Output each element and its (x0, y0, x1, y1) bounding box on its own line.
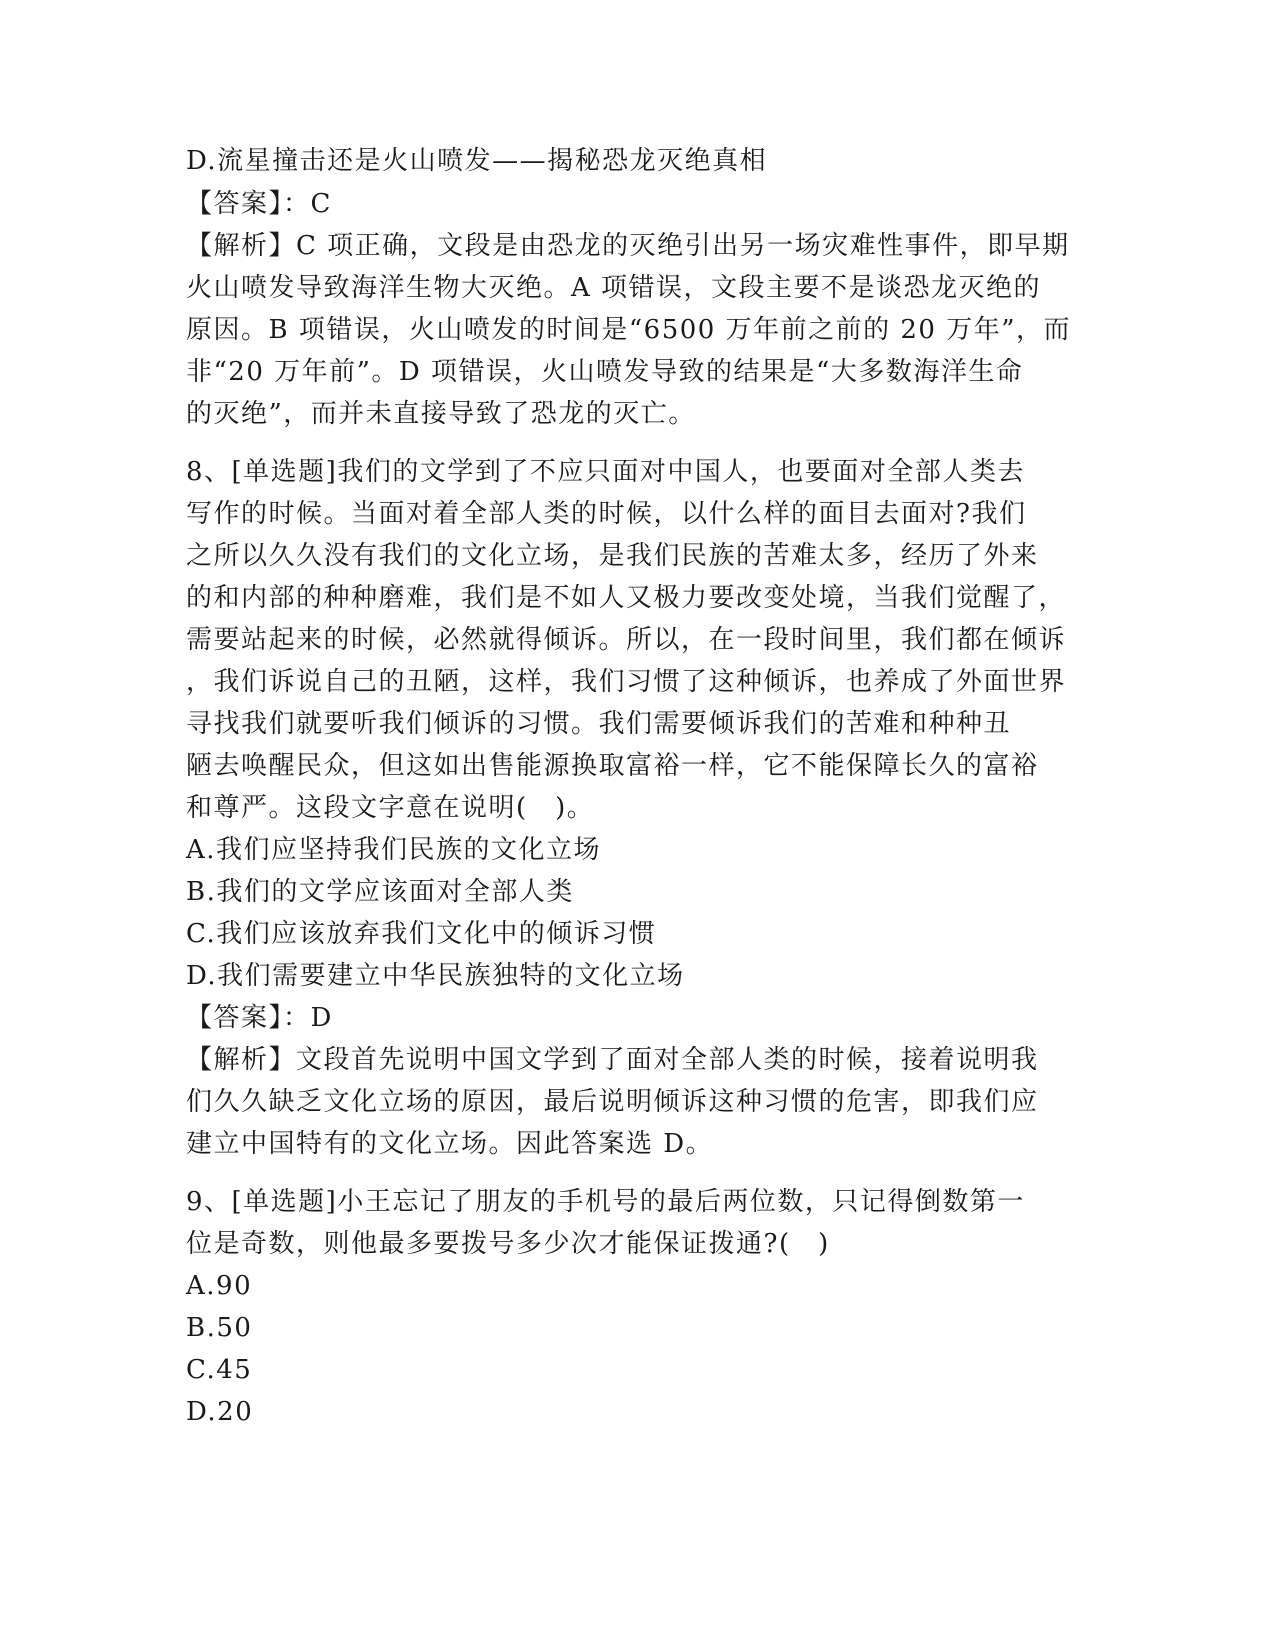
q8-answer: 【答案】：D (186, 1003, 333, 1033)
q8-option-d: D.我们需要建立中华民族独特的文化立场 (186, 961, 685, 991)
q9-option-a: A.90 (186, 1271, 253, 1301)
q9-stem-line: 9、[单选题]小王忘记了朋友的手机号的最后两位数，只记得倒数第一 (186, 1187, 1025, 1217)
q8-option-b: B.我们的文学应该面对全部人类 (186, 877, 574, 907)
q8-analysis-line: 建立中国特有的文化立场。因此答案选 D。 (186, 1129, 714, 1159)
q8-option-c: C.我们应该放弃我们文化中的倾诉习惯 (186, 919, 657, 949)
q7-answer: 【答案】：C (186, 189, 332, 219)
q7-analysis-line: 【解析】C 项正确，文段是由恐龙的灭绝引出另一场灾难性事件，即早期 (186, 231, 1070, 261)
q8-stem-line: 写作的时候。当面对着全部人类的时候，以什么样的面目去面对?我们 (186, 499, 1027, 529)
q8-analysis-line: 们久久缺乏文化立场的原因，最后说明倾诉这种习惯的危害，即我们应 (186, 1087, 1039, 1117)
q7-analysis-line: 的灭绝”，而并未直接导致了恐龙的灭亡。 (186, 399, 696, 429)
q8-stem-line: 需要站起来的时候，必然就得倾诉。所以，在一段时间里，我们都在倾诉 (186, 625, 1067, 655)
q8-stem-line: 之所以久久没有我们的文化立场，是我们民族的苦难太多，经历了外来 (186, 541, 1039, 571)
q8-stem-line: 和尊严。这段文字意在说明( )。 (186, 793, 595, 823)
q7-analysis-line: 火山喷发导致海洋生物大灭绝。A 项错误，文段主要不是谈恐龙灭绝的 (186, 273, 1042, 303)
q9-option-d: D.20 (186, 1397, 254, 1427)
q7-analysis-line: 原因。B 项错误，火山喷发的时间是“6500 万年前之前的 20 万年”，而 (186, 315, 1072, 345)
q8-analysis-line: 【解析】文段首先说明中国文学到了面对全部人类的时候，接着说明我 (186, 1045, 1039, 1075)
q8-stem-line: 的和内部的种种磨难，我们是不如人又极力要改变处境，当我们觉醒了， (186, 583, 1067, 613)
q9-option-c: C.45 (186, 1355, 253, 1385)
q8-stem-line: ，我们诉说自己的丑陋，这样，我们习惯了这种倾诉，也养成了外面世界 (186, 667, 1067, 697)
q9-option-b: B.50 (186, 1313, 253, 1343)
q7-analysis-line: 非“20 万年前”。D 项错误，火山喷发导致的结果是“大多数海洋生命 (186, 357, 1024, 387)
q8-stem-line: 8、[单选题]我们的文学到了不应只面对中国人，也要面对全部人类去 (186, 457, 1025, 487)
q8-stem-line: 陋去唤醒民众，但这如出售能源换取富裕一样，它不能保障长久的富裕 (186, 751, 1039, 781)
q7-option-d: D.流星撞击还是火山喷发——揭秘恐龙灭绝真相 (186, 146, 768, 176)
q8-option-a: A.我们应坚持我们民族的文化立场 (186, 835, 602, 865)
q9-stem-line: 位是奇数，则他最多要拨号多少次才能保证拨通?( ) (186, 1229, 830, 1259)
q8-stem-line: 寻找我们就要听我们倾诉的习惯。我们需要倾诉我们的苦难和种种丑 (186, 709, 1012, 739)
